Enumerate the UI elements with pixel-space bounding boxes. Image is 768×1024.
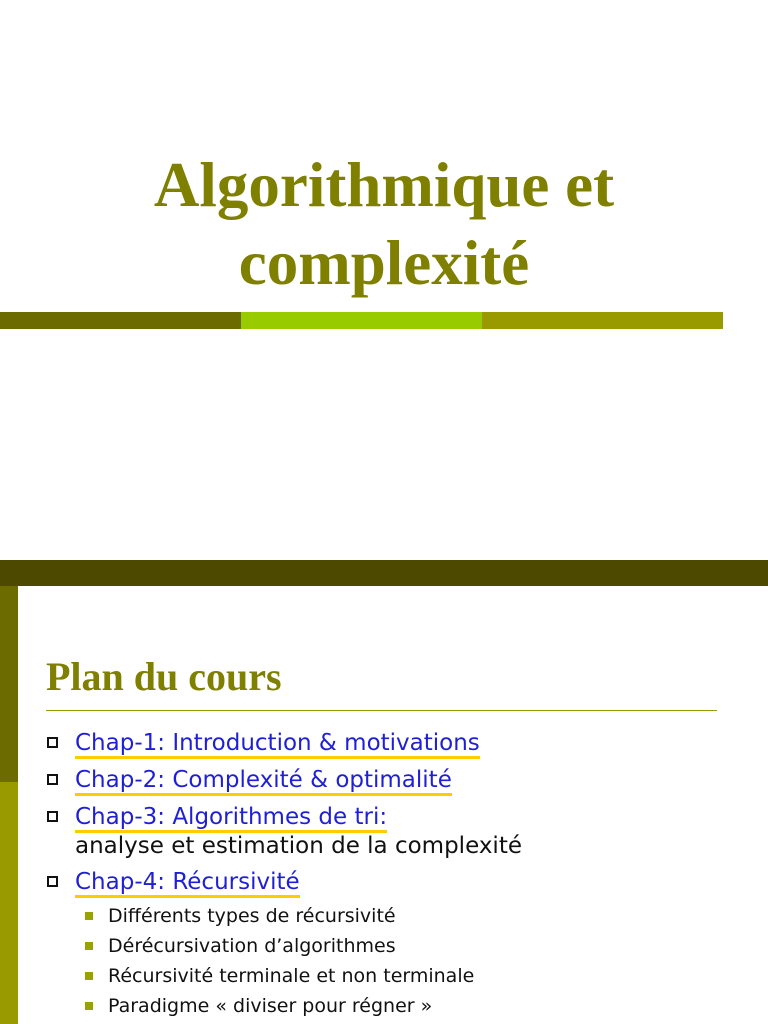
chap-3-continuation: analyse et estimation de la complexité <box>75 833 522 859</box>
chap-4-sublist <box>75 901 746 1021</box>
sidebar-band-dark <box>0 586 18 782</box>
square-bullet-icon <box>47 811 58 822</box>
list-item-chap-2 <box>46 765 746 795</box>
list-item-chap-1 <box>46 728 746 758</box>
chap-3-link[interactable]: Chap-3: Algorithmes de tri: <box>75 804 387 833</box>
sub-list-item <box>75 931 746 961</box>
title-divider-bar <box>0 312 723 329</box>
sub-item-text: Dérécursivation d’algorithmes <box>108 935 396 957</box>
outline-title: Plan du cours <box>46 654 282 699</box>
chap-1-link[interactable]: Chap-1: Introduction & motivations <box>75 730 480 759</box>
slide-title <box>0 146 768 302</box>
sub-item-text: Paradigme « diviser pour régner » <box>108 995 433 1017</box>
slide-top-band <box>0 560 768 586</box>
divider-segment-lime <box>241 312 482 329</box>
sub-item-text: Récursivité terminale et non terminale <box>108 965 475 987</box>
chap-2-link[interactable]: Chap-2: Complexité & optimalité <box>75 767 452 796</box>
filled-square-bullet-icon <box>85 1002 93 1010</box>
list-item-chap-3 <box>46 802 746 860</box>
filled-square-bullet-icon <box>85 942 93 950</box>
sub-list-item <box>75 961 746 991</box>
slide-title-line-2: complexité <box>238 228 530 298</box>
square-bullet-icon <box>47 876 58 887</box>
list-item-chap-4 <box>46 867 746 1021</box>
divider-segment-dark <box>0 312 241 329</box>
sub-list-item <box>75 901 746 931</box>
chapter-list <box>46 728 746 1024</box>
sub-item-text: Différents types de récursivité <box>108 905 396 927</box>
title-underline-rule <box>46 710 717 711</box>
filled-square-bullet-icon <box>85 972 93 980</box>
divider-segment-mustard <box>482 312 723 329</box>
filled-square-bullet-icon <box>85 912 93 920</box>
chap-4-link[interactable]: Chap-4: Récursivité <box>75 869 300 898</box>
square-bullet-icon <box>47 737 58 748</box>
sub-list-item <box>75 991 746 1021</box>
sidebar-band-light <box>0 782 18 1024</box>
square-bullet-icon <box>47 774 58 785</box>
outline-slide <box>0 560 768 1024</box>
slide-title-line-1: Algorithmique et <box>153 150 615 220</box>
